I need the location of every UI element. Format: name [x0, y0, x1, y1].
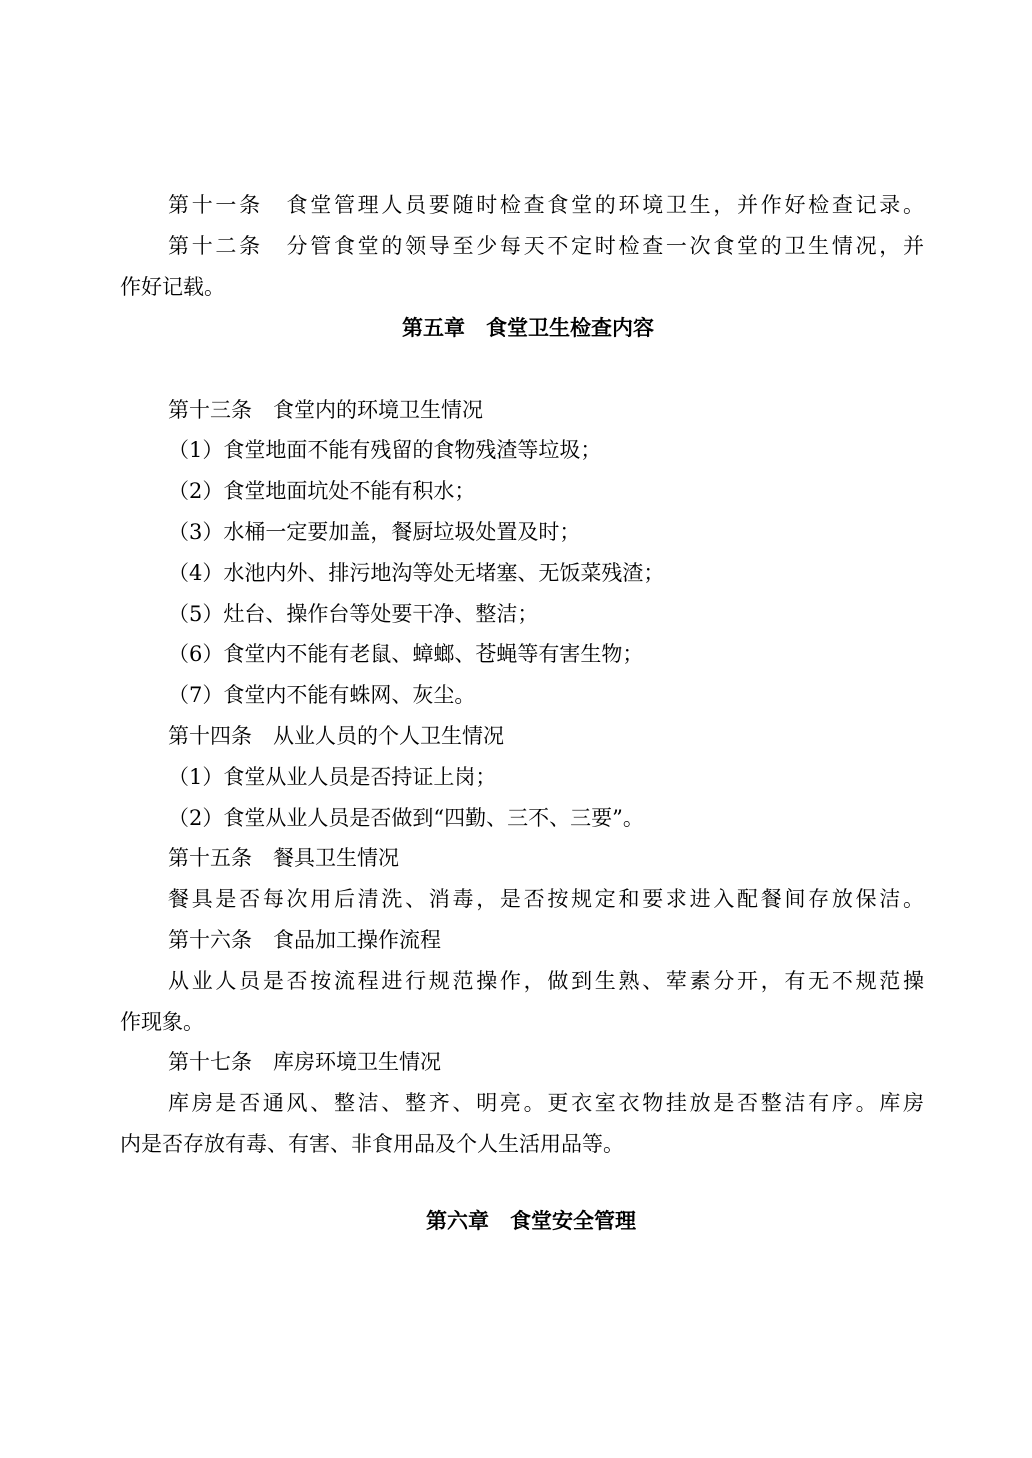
- article-13-title: 第十三条 食堂内的环境卫生情况: [168, 398, 483, 422]
- article-13-item-6: （6）食堂内不能有老鼠、蟑螂、苍蝇等有害生物；: [168, 642, 644, 666]
- article-13-item-4: （4）水池内外、排污地沟等处无堵塞、无饭菜残渣；: [168, 561, 665, 585]
- article-17-text-line-2: 内是否存放有毒、有害、非食用品及个人生活用品等。: [120, 1132, 624, 1156]
- article-13-item-2: （2）食堂地面坑处不能有积水；: [168, 479, 476, 503]
- article-17-text-line-1: 库房是否通风、整洁、整齐、明亮。更衣室衣物挂放是否整洁有序。库房: [168, 1091, 924, 1115]
- article-12-line-2: 作好记载。: [120, 275, 225, 299]
- article-16-text-line-2: 作现象。: [120, 1010, 204, 1034]
- article-11: 第十一条 食堂管理人员要随时检查食堂的环境卫生，并作好检查记录。: [168, 193, 924, 217]
- article-12-line-1: 第十二条 分管食堂的领导至少每天不定时检查一次食堂的卫生情况，并: [168, 234, 924, 258]
- chapter-6-heading: 第六章 食堂安全管理: [426, 1208, 636, 1233]
- article-13-item-1: （1）食堂地面不能有残留的食物残渣等垃圾；: [168, 438, 602, 462]
- article-13-item-7: （7）食堂内不能有蛛网、灰尘。: [168, 683, 476, 707]
- article-15-title: 第十五条 餐具卫生情况: [168, 846, 399, 870]
- article-13-item-3: （3）水桶一定要加盖，餐厨垃圾处置及时；: [168, 520, 581, 544]
- article-14-title: 第十四条 从业人员的个人卫生情况: [168, 724, 504, 748]
- chapter-5-heading: 第五章 食堂卫生检查内容: [402, 315, 654, 340]
- article-16-title: 第十六条 食品加工操作流程: [168, 928, 441, 952]
- article-14-item-2: （2）食堂从业人员是否做到“四勤、三不、三要”。: [168, 806, 644, 830]
- article-15-text: 餐具是否每次用后清洗、消毒，是否按规定和要求进入配餐间存放保洁。: [168, 887, 924, 911]
- article-17-title: 第十七条 库房环境卫生情况: [168, 1050, 441, 1074]
- article-14-item-1: （1）食堂从业人员是否持证上岗；: [168, 765, 497, 789]
- article-13-item-5: （5）灶台、操作台等处要干净、整洁；: [168, 602, 539, 626]
- article-16-text-line-1: 从业人员是否按流程进行规范操作，做到生熟、荤素分开，有无不规范操: [168, 969, 924, 993]
